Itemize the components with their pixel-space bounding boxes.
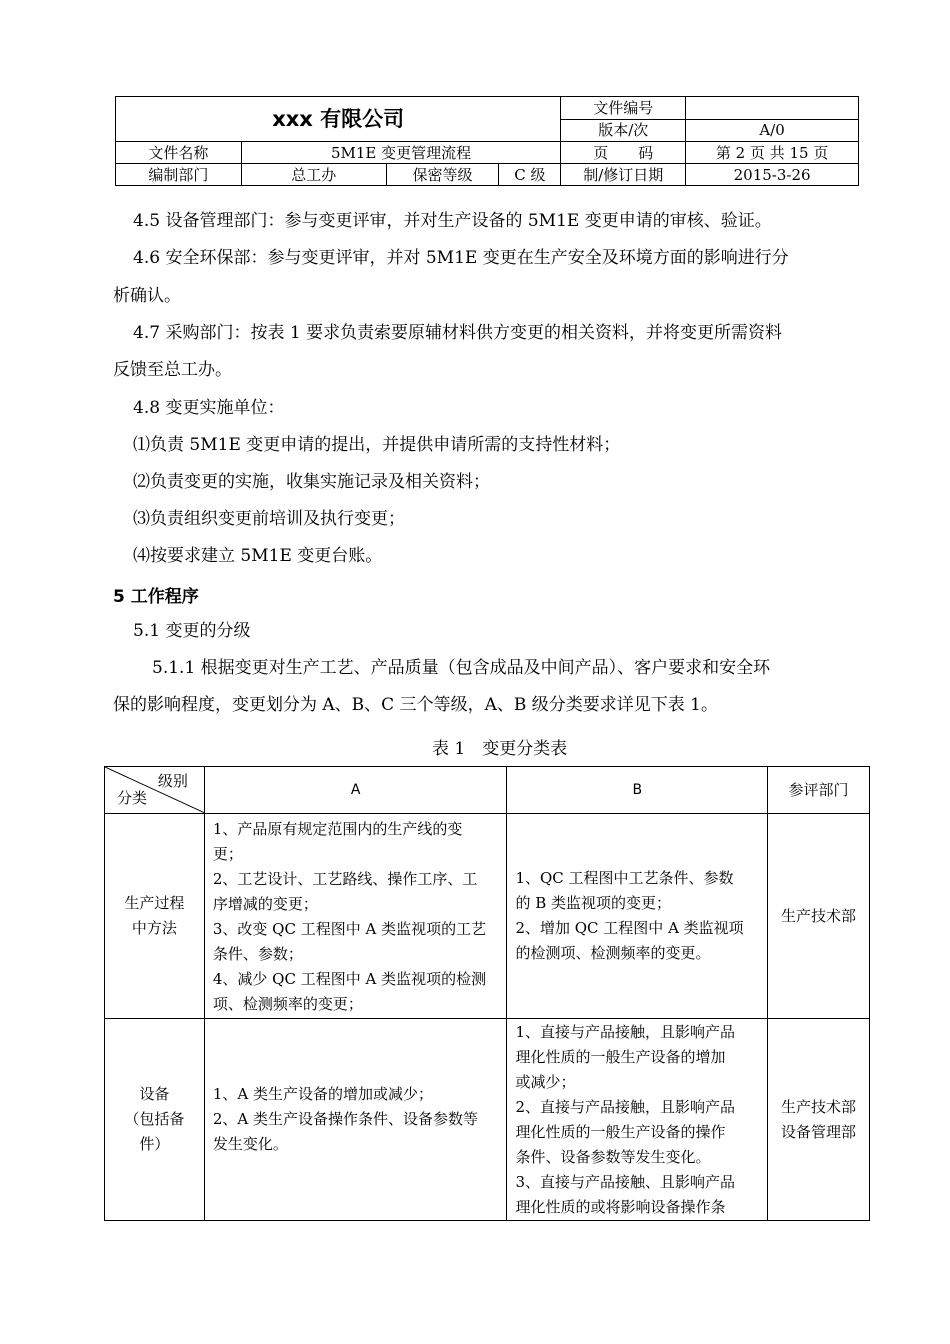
list-item: ⑶负责组织变更前培训及执行变更； <box>133 509 405 529</box>
corner-level-label: 级别 <box>157 772 188 790</box>
category-cell <box>105 814 205 1019</box>
category-line: 中方法 <box>131 919 177 937</box>
cell-line: 项、检测频率的变更； <box>212 995 363 1013</box>
corner-header-cell <box>105 767 205 814</box>
cell-line: 2、A 类生产设备操作条件、设备参数等 <box>212 1110 479 1128</box>
paragraph: 析确认。 <box>113 286 181 306</box>
dept-value: 总工办 <box>241 164 386 186</box>
secret-label: 保密等级 <box>386 164 499 186</box>
corner-category-label: 分类 <box>117 789 148 807</box>
cell-line: 理化性质的一般生产设备的增加 <box>515 1048 726 1066</box>
cell-line: 序增减的变更； <box>212 895 318 913</box>
subsection-title: 5.1 变更的分级 <box>133 621 251 641</box>
dept-line: 生产技术部 <box>781 1097 857 1116</box>
dept-cell <box>768 1019 870 1221</box>
dept-label: 编制部门 <box>116 164 242 186</box>
file-name-value: 5M1E 变更管理流程 <box>241 142 561 164</box>
cell-line: 1、产品原有规定范围内的生产线的变 <box>212 820 463 838</box>
paragraph: 4.8 变更实施单位： <box>133 398 285 418</box>
cell-line: 的 B 类监视项的变更； <box>515 894 672 912</box>
category-line: （包括备 <box>124 1110 185 1128</box>
date-label: 制/修订日期 <box>561 164 686 186</box>
cell-line: 2、直接与产品接触，且影响产品 <box>515 1098 735 1116</box>
dept-cell <box>768 814 870 1019</box>
document-header-table <box>115 96 859 186</box>
paragraph: 4.7 采购部门：按表 1 要求负责索要原辅材料供方变更的相关资料，并将变更所需资料 <box>133 323 783 343</box>
cell-line: 条件、参数； <box>212 945 303 963</box>
level-b-cell <box>507 1019 768 1221</box>
col-header-a: A <box>204 767 507 814</box>
cell-line: 4、减少 QC 工程图中 A 类监视项的检测 <box>212 970 487 988</box>
level-b-cell <box>507 814 768 1019</box>
cell-line: 的检测项、检测频率的变更。 <box>515 944 711 962</box>
cell-line: 1、A 类生产设备的增加或减少； <box>212 1085 434 1103</box>
date-value: 2015-3-26 <box>686 164 859 186</box>
dept-line: 设备管理部 <box>781 1122 857 1141</box>
category-line: 设备 <box>139 1085 170 1103</box>
dept-line: 生产技术部 <box>781 906 857 925</box>
file-name-label: 文件名称 <box>116 142 242 164</box>
category-cell <box>105 1019 205 1221</box>
company-name: xxx 有限公司 <box>116 97 561 142</box>
cell-line: 1、直接与产品接触，且影响产品 <box>515 1023 735 1041</box>
list-item: ⑷按要求建立 5M1E 变更台账。 <box>133 546 383 566</box>
cell-line: 1、QC 工程图中工艺条件、参数 <box>515 869 734 887</box>
col-header-b: B <box>507 767 768 814</box>
category-line: 生产过程 <box>124 894 185 912</box>
cell-line: 2、工艺设计、工艺路线、操作工序、工 <box>212 870 478 888</box>
table-caption: 表 1 变更分类表 <box>432 739 568 759</box>
list-item: ⑵负责变更的实施，收集实施记录及相关资料； <box>133 472 490 492</box>
paragraph: 4.6 安全环保部：参与变更评审，并对 5M1E 变更在生产安全及环境方面的影响进行分 <box>133 248 789 268</box>
cell-line: 或减少； <box>515 1073 576 1091</box>
cell-line: 理化性质的或将影响设备操作条 <box>515 1198 726 1216</box>
cell-line: 发生变化。 <box>212 1135 288 1153</box>
level-a-cell <box>204 814 507 1019</box>
paragraph: 4.5 设备管理部门：参与变更评审，并对生产设备的 5M1E 变更申请的审核、验证。 <box>133 211 772 231</box>
version-label: 版本/次 <box>561 119 686 142</box>
table-row <box>105 814 870 1019</box>
change-classification-table <box>104 766 870 1221</box>
version-value: A/0 <box>686 119 859 142</box>
secret-value: C 级 <box>499 164 561 186</box>
section-title: 5 工作程序 <box>113 587 199 607</box>
cell-line: 3、直接与产品接触、且影响产品 <box>515 1173 735 1191</box>
cell-line: 更； <box>212 845 243 863</box>
cell-line: 理化性质的一般生产设备的操作 <box>515 1123 726 1141</box>
list-item: ⑴负责 5M1E 变更申请的提出，并提供申请所需的支持性材料； <box>133 435 621 455</box>
paragraph: 5.1.1 根据变更对生产工艺、产品质量（包含成品及中间产品）、客户要求和安全环 <box>152 658 771 678</box>
level-a-cell <box>204 1019 507 1221</box>
cell-line: 条件、设备参数等发生变化。 <box>515 1148 711 1166</box>
paragraph: 反馈至总工办。 <box>113 360 232 380</box>
table-row <box>105 1019 870 1221</box>
category-line: 件） <box>139 1135 170 1153</box>
cell-line: 3、改变 QC 工程图中 A 类监视项的工艺 <box>212 920 487 938</box>
cell-line: 2、增加 QC 工程图中 A 类监视项 <box>515 919 744 937</box>
paragraph: 保的影响程度，变更划分为 A、B、C 三个等级，A、B 级分类要求详见下表 1。 <box>113 695 718 715</box>
doc-no-value <box>686 97 859 120</box>
doc-no-label: 文件编号 <box>561 97 686 120</box>
col-header-dept: 参评部门 <box>768 767 870 814</box>
page-value: 第 2 页 共 15 页 <box>686 142 859 164</box>
page-label: 页 码 <box>561 142 686 164</box>
